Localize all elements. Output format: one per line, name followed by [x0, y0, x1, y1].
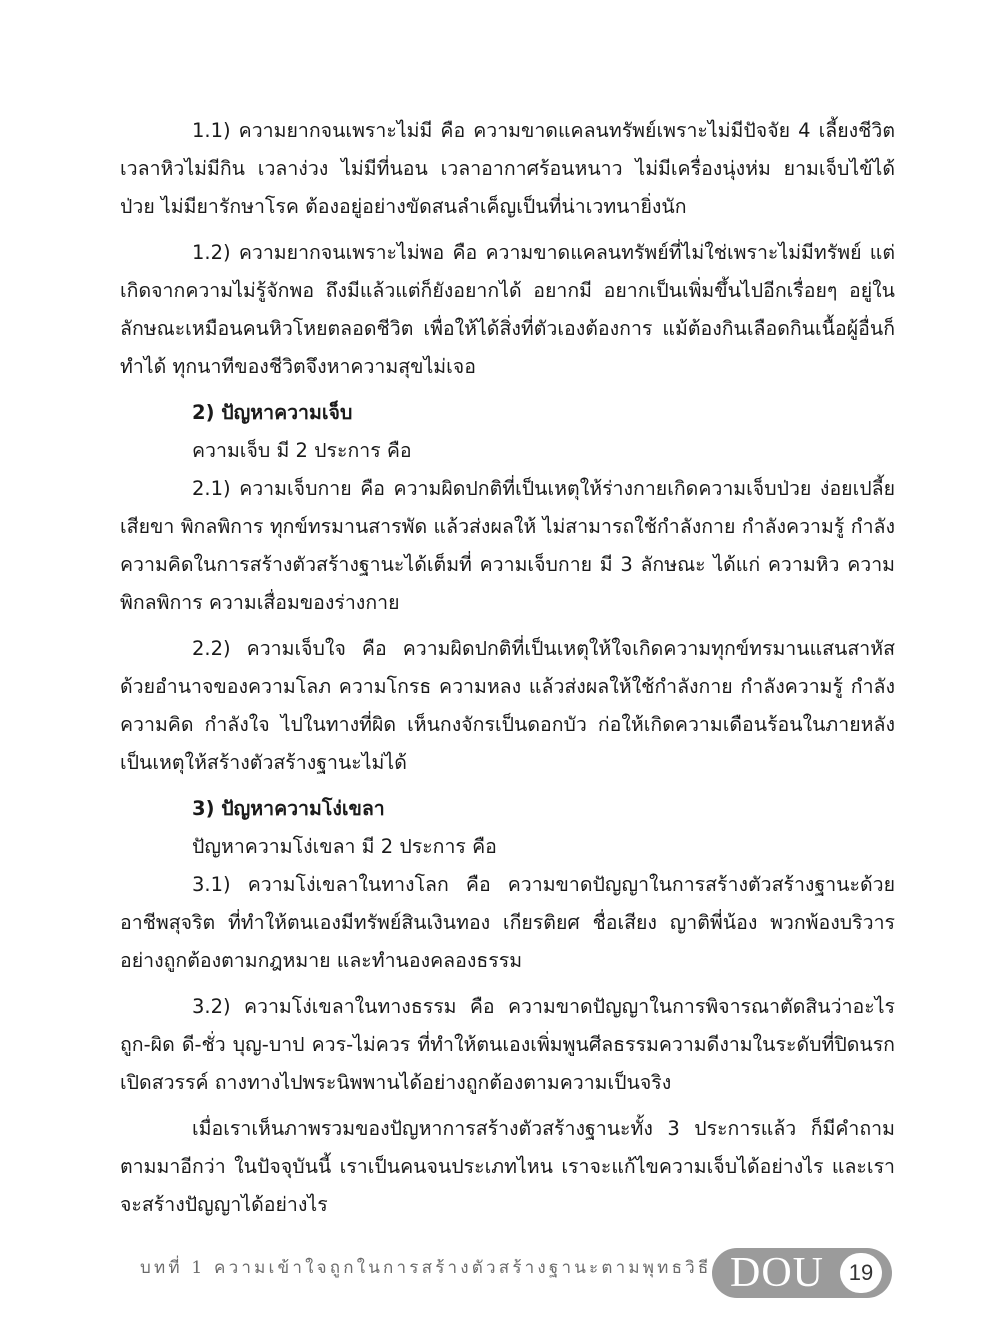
- paragraph-1-2: 1.2) ความยากจนเพราะไม่พอ คือ ความขาดแคลนทรัพย์ที่ไม่ใช่เพราะไม่มีทรัพย์ แต่เกิดจากความไม่รู้จักพอ ถึงมีแล้วแต่ก็ยังอยากได้ อยากมี อยากเป็นเพิ่มขึ้นไปอีกเรื่อยๆ อยู่ในลักษณะเหมือนคนหิวโหยตลอดชีวิต เพื่อให้ได้สิ่งที่ตัวเองต้องการ แม้ต้องกินเลือดกินเนื้อผู้อื่นก็ทำได้ ทุกนาทีของชีวิตจึงหาความสุขไม่เจอ: [120, 241, 895, 378]
- paragraph-2-2: 2.2) ความเจ็บใจ คือ ความผิดปกติที่เป็นเหตุให้ใจเกิดความทุกข์ทรมานแสนสาหัส ด้วยอำนาจของความโลภ ความโกรธ ความหลง แล้วส่งผลให้ใช้กำลังกาย กำลังความรู้ กำลังความคิด กำลังใจ ไปในทางที่ผิด เห็นกงจักรเป็นดอกบัว ก่อให้เกิดความเดือนร้อนในภายหลัง เป็นเหตุให้สร้างตัวสร้างฐานะไม่ได้: [120, 637, 895, 774]
- dou-logo: DOU: [730, 1250, 824, 1296]
- paragraph-3-2: 3.2) ความโง่เขลาในทางธรรม คือ ความขาดปัญญาในการพิจารณาตัดสินว่าอะไร ถูก-ผิด ดี-ชั่ว บุญ-บาป ควร-ไม่ควร ที่ทำให้ตนเองเพิ่มพูนศีลธรรมความดีงามในระดับที่ปิดนรก เปิดสวรรค์ ถางทางไปพระนิพพานได้อย่างถูกต้องตามความเป็นจริง: [120, 995, 895, 1094]
- section-intro-3: ปัญหาความโง่เขลา มี 2 ประการ คือ: [192, 835, 497, 858]
- section-intro-2: ความเจ็บ มี 2 ประการ คือ: [192, 439, 412, 462]
- section-heading-2: 2) ปัญหาความเจ็บ: [192, 401, 353, 424]
- body-text: [120, 112, 895, 1224]
- paragraph-3-1: 3.1) ความโง่เขลาในทางโลก คือ ความขาดปัญญาในการสร้างตัวสร้างฐานะด้วยอาชีพสุจริต ที่ทำให้ตนเองมีทรัพย์สินเงินทอง เกียรติยศ ชื่อเสียง ญาติพี่น้อง พวกพ้องบริวาร อย่างถูกต้องตามกฎหมาย และทำนองคลองธรรม: [120, 873, 895, 972]
- section-heading-3: 3) ปัญหาความโง่เขลา: [192, 797, 385, 820]
- chapter-title: บทที่ 1 ความเข้าใจถูกในการสร้างตัวสร้างฐานะตามพุทธวิธี: [140, 1258, 712, 1278]
- page-footer: [0, 1240, 1000, 1296]
- page-badge: [712, 1248, 892, 1298]
- paragraph-2-1: 2.1) ความเจ็บกาย คือ ความผิดปกติที่เป็นเหตุให้ร่างกายเกิดความเจ็บป่วย ง่อยเปลี้ยเสียขา พิกลพิการ ทุกข์ทรมานสารพัด แล้วส่งผลให้ ไม่สามารถใช้กำลังกาย กำลังความรู้ กำลังความคิดในการสร้างตัวสร้างฐานะได้เต็มที่ ความเจ็บกาย มี 3 ลักษณะ ได้แก่ ความหิว ความพิกลพิการ ความเสื่อมของร่างกาย: [120, 477, 895, 614]
- paragraph-conclusion: เมื่อเราเห็นภาพรวมของปัญหาการสร้างตัวสร้างฐานะทั้ง 3 ประการแล้ว ก็มีคำถามตามมาอีกว่า ในปัจจุบันนี้ เราเป็นคนจนประเภทไหน เราจะแก้ไขความเจ็บได้อย่างไร และเราจะสร้างปัญญาได้อย่างไร: [120, 1117, 895, 1216]
- paragraph-1-1: 1.1) ความยากจนเพราะไม่มี คือ ความขาดแคลนทรัพย์เพราะไม่มีปัจจัย 4 เลี้ยงชีวิต เวลาหิวไม่มีกิน เวลาง่วง ไม่มีที่นอน เวลาอากาศร้อนหนาว ไม่มีเครื่องนุ่งห่ม ยามเจ็บไข้ได้ป่วย ไม่มียารักษาโรค ต้องอยู่อย่างขัดสนลำเค็ญเป็นที่น่าเวทนายิ่งนัก: [120, 119, 895, 218]
- page-number: 19: [840, 1253, 882, 1293]
